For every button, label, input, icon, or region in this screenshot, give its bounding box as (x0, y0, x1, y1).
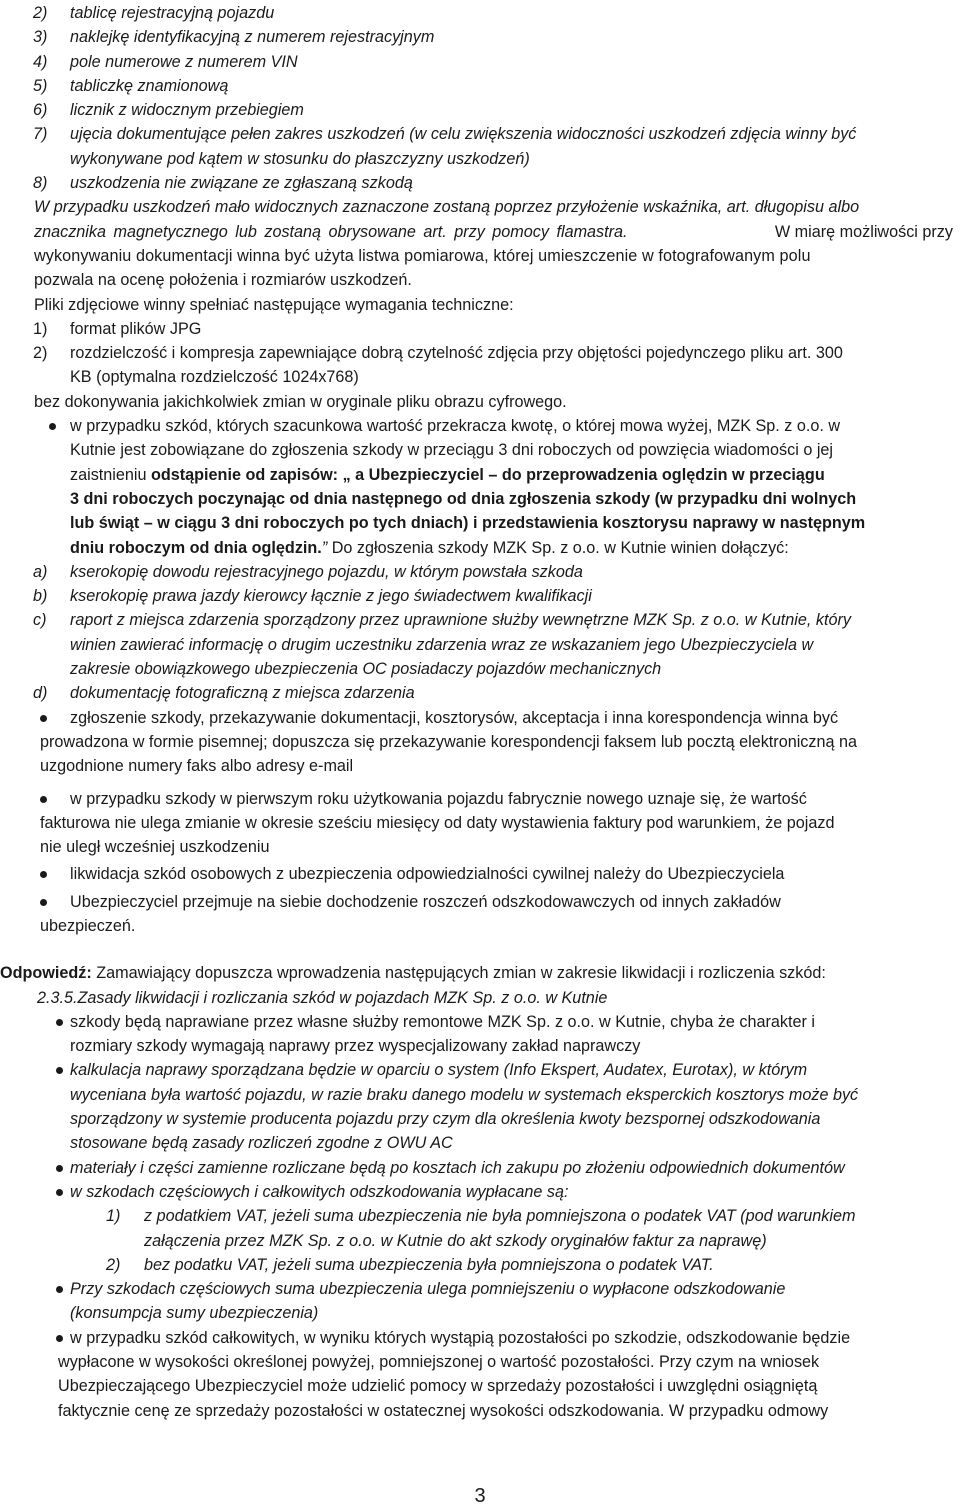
list-item-7 (0, 122, 960, 146)
text-span: likwidacja szkód osobowych z ubezpieczenia odpowiedzialności cywilnej należy do Ubezpieczyciela (70, 865, 785, 884)
list-item-2 (0, 1, 960, 25)
bullet-report-line6 (0, 536, 960, 560)
answer-bullet-5-line2 (0, 1301, 960, 1325)
bullet-personal-damage (0, 862, 960, 886)
list-number: a) (33, 562, 48, 581)
list-item-4 (0, 50, 960, 74)
text-span (0, 964, 826, 982)
answer-sub-2 (0, 1253, 960, 1277)
text-span: pozwala na ocenę położenia i rozmiarów uszkodzeń. (34, 271, 412, 290)
bullet-insurer-claims (0, 890, 960, 914)
text-span: Ubezpieczyciel przejmuje na siebie dochodzenie roszczeń odszkodowawczych od innych zakładów (70, 892, 781, 911)
bold-text: dniu roboczym od dnia oględzin. (70, 538, 322, 557)
answer-bullet-2-line2 (0, 1083, 960, 1107)
text-span: Do zgłoszenia szkody MZK Sp. z o.o. w Kutnie winien dołączyć: (327, 538, 789, 557)
list-number: 1) (106, 1207, 121, 1226)
list-text: raport z miejsca zdarzenia sporządzony przez uprawnione służby wewnętrzne MZK Sp. z o.o. w Kutnie, który (70, 611, 851, 630)
list-text: rozdzielczość i kompresja zapewniające dobrą czytelność zdjęcia przy objętości pojedynczego pliku art. 300 (70, 344, 843, 363)
bold-text: lub świąt – w ciągu 3 dni roboczych po tych dniach) i przedstawienia kosztorysu naprawy w następnym (70, 514, 866, 533)
list-number: 2) (33, 344, 48, 363)
answer-bullet-1 (0, 1010, 960, 1034)
answer-bullet-3 (0, 1156, 960, 1180)
list-text: z podatkiem VAT, jeżeli suma ubezpieczenia nie była pomniejszona o podatek VAT (pod warunkiem (144, 1207, 856, 1226)
list-text: tabliczkę znamionową (70, 76, 229, 95)
answer-bullet-5 (0, 1277, 960, 1301)
text-span: (konsumpcja sumy ubezpieczenia) (70, 1304, 319, 1323)
bullet-icon (40, 796, 47, 803)
answer-sub-1 (0, 1204, 960, 1228)
bold-text: odstąpienie od zapisów: „ a Ubezpieczyciel – do przeprowadzenia oględzin w przeciągu (151, 465, 825, 484)
text-span: szkody będą naprawiane przez własne służby remontowe MZK Sp. z o.o. w Kutnie, chyba że charakter i (70, 1012, 815, 1031)
answer-bullet-2-line4 (0, 1131, 960, 1155)
document-page (0, 1, 960, 1423)
bullet-icon (56, 1067, 63, 1074)
list-text: bez podatku VAT, jeżeli suma ubezpieczenia była pomniejszona o podatek VAT. (144, 1255, 714, 1274)
page-number: 3 (474, 1485, 486, 1507)
list-number: 2) (106, 1255, 121, 1274)
text-span: w przypadku szkód, których szacunkowa wartość przekracza kwotę, o której mowa wyżej, MZK Sp. z o.o. w (70, 417, 841, 436)
text-line (34, 195, 953, 219)
list-text: załączenia przez MZK Sp. z o.o. w Kutnie do akt szkody oryginałów faktur za naprawę) (144, 1231, 767, 1250)
answer-bullet-4 (0, 1180, 960, 1204)
text-span: w szkodach częściowych i całkowitych odszkodowania wypłacane są: (70, 1182, 569, 1201)
list-number: 7) (33, 125, 48, 144)
list-number: 4) (33, 52, 48, 71)
list-text: winien zawierać informację o drugim uczestniku zdarzenia wraz ze wskazaniem jego Ubezpieczyciela w (70, 635, 814, 654)
letter-item-a (0, 560, 960, 584)
letter-item-d (0, 681, 960, 705)
list-item-6 (0, 98, 960, 122)
files-tail (34, 390, 960, 414)
list-number: 8) (33, 174, 48, 193)
bullet-icon (56, 1286, 63, 1293)
text-span: Zamawiający dopuszcza wprowadzenia następujących zmian w zakresie likwidacji i rozliczenia szkód: (91, 964, 826, 983)
files-item-2-continued (0, 365, 960, 389)
paragraph-marking-line3 (34, 244, 953, 268)
text-span: W miarę możliwości przy (774, 222, 953, 241)
list-number: 5) (33, 76, 48, 95)
text-span: w przypadku szkód całkowitych, w wyniku których wystąpią pozostałości po szkodzie, odszkodowanie będzie (70, 1328, 851, 1347)
files-intro (34, 293, 960, 317)
list-number: 2) (33, 4, 48, 22)
list-text: tablicę rejestracyjną pojazdu (70, 4, 275, 22)
text-span: zaistnieniu (70, 465, 147, 484)
text-span: uzgodnione numery faks albo adresy e-mail (40, 757, 354, 776)
text-span: ” (321, 538, 328, 557)
answer-sub-1-line2 (0, 1229, 960, 1253)
answer-bullet-6-line3 (58, 1374, 960, 1398)
list-number: b) (33, 587, 48, 606)
bullet-report-line5 (0, 511, 960, 535)
text-span: kalkulacja naprawy sporządzana będzie w oparciu o system (Info Ekspert, Audatex, Eurotax), w którym (70, 1061, 808, 1080)
text-span: stosowane będą zasady rozliczeń zgodne z OWU AC (70, 1134, 453, 1153)
list-item-8 (0, 171, 960, 195)
list-number: 1) (33, 319, 48, 338)
paragraph-marking-line2 (34, 220, 953, 244)
answer-intro (0, 961, 960, 985)
text-span: bez dokonywania jakichkolwiek zmian w oryginale pliku obrazu cyfrowego. (34, 392, 567, 411)
letter-item-c-line3 (0, 657, 960, 681)
bullet-correspondence-line2 (40, 730, 960, 754)
list-item-7-continued (0, 147, 960, 171)
list-text: pole numerowe z numerem VIN (70, 52, 298, 71)
list-text: zakresie obowiązkowego ubezpieczenia OC posiadaczy pojazdów mechanicznych (70, 660, 662, 679)
bullet-icon (56, 1335, 63, 1342)
paragraph-marking (34, 195, 953, 219)
list-item-3 (0, 25, 960, 49)
bullet-report-line4 (0, 487, 960, 511)
list-text: naklejkę identyfikacyjną z numerem rejestracyjnym (70, 28, 435, 47)
text-span: rozmiary szkody wymagają naprawy przez wyspecjalizowany zakład naprawczy (70, 1037, 641, 1056)
bullet-report-line3 (0, 463, 960, 487)
list-number: 3) (33, 28, 48, 47)
text-span: Kutnie jest zobowiązane do zgłoszenia szkody w przeciągu 3 dni roboczych od powzięcia wiadomości o jej (70, 441, 834, 460)
text-span: Ubezpieczającego Ubezpieczyciel może udzielić pomocy w sprzedaży pozostałości i uwzględni osiągniętą (58, 1377, 818, 1396)
text-span: prowadzona w formie pisemnej; dopuszcza się przekazywanie korespondencji faksem lub pocztą elektroniczną na (40, 732, 857, 751)
bullet-insurer-claims-line2 (40, 914, 960, 938)
bullet-icon (40, 899, 47, 906)
bullet-new-vehicle (0, 787, 960, 811)
text-span: W przypadku uszkodzeń mało widocznych zaznaczone zostaną poprzez przyłożenie wskaźnika, art. długopisu albo (34, 198, 860, 217)
list-text: ujęcia dokumentujące pełen zakres uszkodzeń (w celu zwiększenia widoczności uszkodzeń zdjęcia winny być (70, 125, 857, 144)
letter-item-b (0, 584, 960, 608)
bullet-icon (40, 715, 47, 722)
text-span: zgłoszenie szkody, przekazywanie dokumentacji, kosztorysów, akceptacja i inna korespondencja winna być (70, 708, 839, 727)
bullet-new-vehicle-line2 (40, 811, 960, 835)
bullet-icon (56, 1019, 63, 1026)
list-item-5 (0, 74, 960, 98)
text-span: w przypadku szkody w pierwszym roku użytkowania pojazdu fabrycznie nowego uznaje się, że wartość (70, 789, 807, 808)
list-text: KB (optymalna rozdzielczość 1024x768) (70, 368, 359, 387)
list-text: wykonywane pod kątem w stosunku do płaszczyzny uszkodzeń) (70, 149, 530, 168)
paragraph-marking-line4 (34, 268, 960, 292)
text-span: materiały i części zamienne rozliczane będą po kosztach ich zakupu po złożeniu odpowiednich dokumentów (70, 1158, 845, 1177)
bullet-report (0, 414, 960, 438)
text-span: wykonywaniu dokumentacji winna być użyta listwa pomiarowa, której umieszczenie w fotografowanym polu (34, 246, 811, 265)
list-text: dokumentację fotograficzną z miejsca zdarzenia (70, 684, 415, 703)
letter-item-c-line2 (0, 633, 960, 657)
text-span: ubezpieczeń. (40, 916, 136, 935)
bullet-correspondence-line3 (40, 754, 960, 778)
text-span (70, 463, 825, 487)
answer-bullet-6-line4 (58, 1399, 960, 1423)
text-span: faktycznie cenę ze sprzedaży pozostałości w ostatecznej wysokości odszkodowania. W przypadku odmowy (58, 1401, 829, 1420)
answer-bullet-1-line2 (0, 1034, 960, 1058)
files-item-2 (0, 341, 960, 365)
list-number: d) (33, 684, 48, 703)
bullet-report-line2 (0, 438, 960, 462)
text-span: nie uległ wcześniej uszkodzeniu (40, 838, 270, 857)
letter-item-c (0, 608, 960, 632)
text-span: 2.3.5.Zasady likwidacji i rozliczania szkód w pojazdach MZK Sp. z o.o. w Kutnie (37, 988, 608, 1007)
answer-label: Odpowiedź: (0, 964, 92, 983)
text-span: wypłacone w wysokości określonej powyżej, pomniejszonej o wartość pozostałości. Przy czym na wniosek (58, 1353, 820, 1372)
answer-bullet-2-line3 (0, 1107, 960, 1131)
text-span (70, 536, 789, 560)
list-number: c) (33, 611, 47, 630)
text-span: Przy szkodach częściowych suma ubezpieczenia ulega pomniejszeniu o wypłacone odszkodowanie (70, 1280, 786, 1299)
text-span: znacznika magnetycznego lub zostaną obrysowane art. przy pomocy flamastra. (34, 222, 628, 241)
files-item-1 (0, 317, 960, 341)
bullet-icon (56, 1189, 63, 1196)
bullet-correspondence (0, 706, 960, 730)
answer-bullet-6 (0, 1326, 960, 1350)
text-span: wyceniana była wartość pojazdu, w razie braku danego modelu w systemach eksperckich kosztorys może być (70, 1085, 859, 1104)
text-span: sporządzony w systemie producenta pojazdu przy czym dla określenia kwoty bezspornej odszkodowania (70, 1110, 821, 1129)
bullet-icon (49, 423, 56, 430)
bold-text: 3 dni roboczych poczynając od dnia następnego od dnia zgłoszenia szkody (w przypadku dni wolnych (70, 489, 857, 508)
bullet-icon (56, 1165, 63, 1172)
list-text: format plików JPG (70, 319, 202, 338)
list-text: kserokopię prawa jazdy kierowcy łącznie z jego świadectwem kwalifikacji (70, 587, 592, 606)
text-span: fakturowa nie ulega zmianie w okresie sześciu miesięcy od daty wystawienia faktury pod warunkiem, że pojazd (40, 813, 835, 832)
list-text: kserokopię dowodu rejestracyjnego pojazdu, w którym powstała szkoda (70, 562, 583, 581)
answer-bullet-6-line2 (58, 1350, 960, 1374)
list-number: 6) (33, 101, 48, 120)
bullet-icon (40, 871, 47, 878)
bullet-new-vehicle-line3 (40, 835, 960, 859)
list-text: licznik z widocznym przebiegiem (70, 101, 304, 120)
text-span: Pliki zdjęciowe winny spełniać następujące wymagania techniczne: (34, 295, 514, 314)
list-text: uszkodzenia nie związane ze zgłaszaną szkodą (70, 174, 413, 193)
section-heading (37, 986, 960, 1010)
answer-bullet-2 (0, 1058, 960, 1082)
